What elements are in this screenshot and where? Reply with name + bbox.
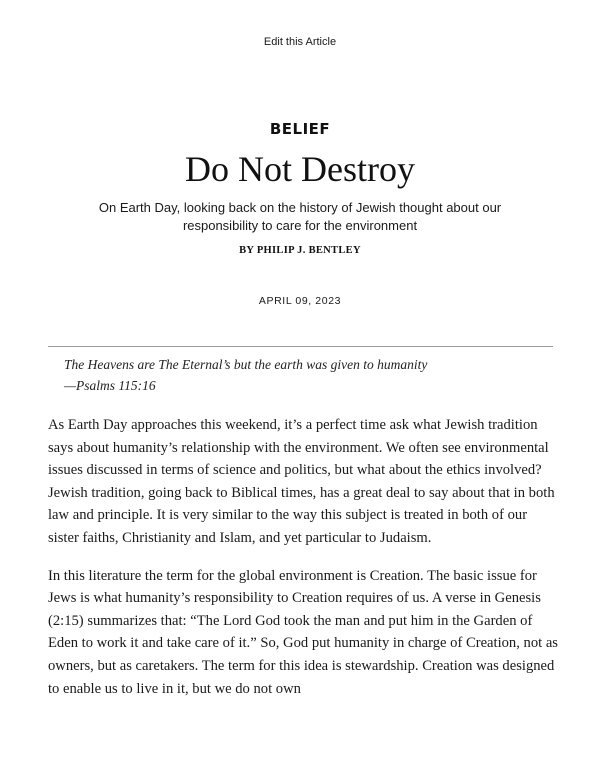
edit-article-link[interactable]: Edit this Article [263, 36, 337, 48]
section-label[interactable]: BELIEF [269, 120, 331, 138]
body-paragraph-2: In this literature the term for the global environment is Creation. The basic issue for Jews is what humanity’s responsibility to Creation requires of us. A verse in Genesis (2:15) summarizes that: “The Lord God took the man and put him in the Garden of Eden to work it and take care of it.” So, God put humanity in charge of Creation, not as owners, but as caretakers. The term for this idea is stewardship. Creation was designed to enable us to live in it, but we do not own [48, 567, 558, 697]
article-body [48, 414, 560, 715]
epigraph-quote: The Heavens are The Eternal’s but the earth was given to humanity [64, 357, 428, 372]
body-paragraph-1: As Earth Day approaches this weekend, it’s a perfect time ask what Jewish tradition says about humanity’s relationship with the environment. We often see environmental issues discussed in terms of science and politics, but what about the ethics involved? Jewish tradition, going back to Biblical times, has a great deal to say about that in both law and principle. It is very similar to the way this subject is treated in both of our sister faiths, Christianity and Islam, and yet particular to Judaism. [48, 417, 555, 546]
epigraph-source: —Psalms 115:16 [64, 378, 156, 393]
epigraph-blockquote [48, 346, 553, 396]
article-date: APRIL 09, 2023 [258, 295, 342, 307]
article-title: Do Not Destroy [185, 149, 415, 189]
article-byline[interactable]: BY PHILIP J. BENTLEY [239, 245, 361, 256]
article-subtitle: On Earth Day, looking back on the history of Jewish thought about our responsibility to care for the environment [98, 200, 502, 233]
